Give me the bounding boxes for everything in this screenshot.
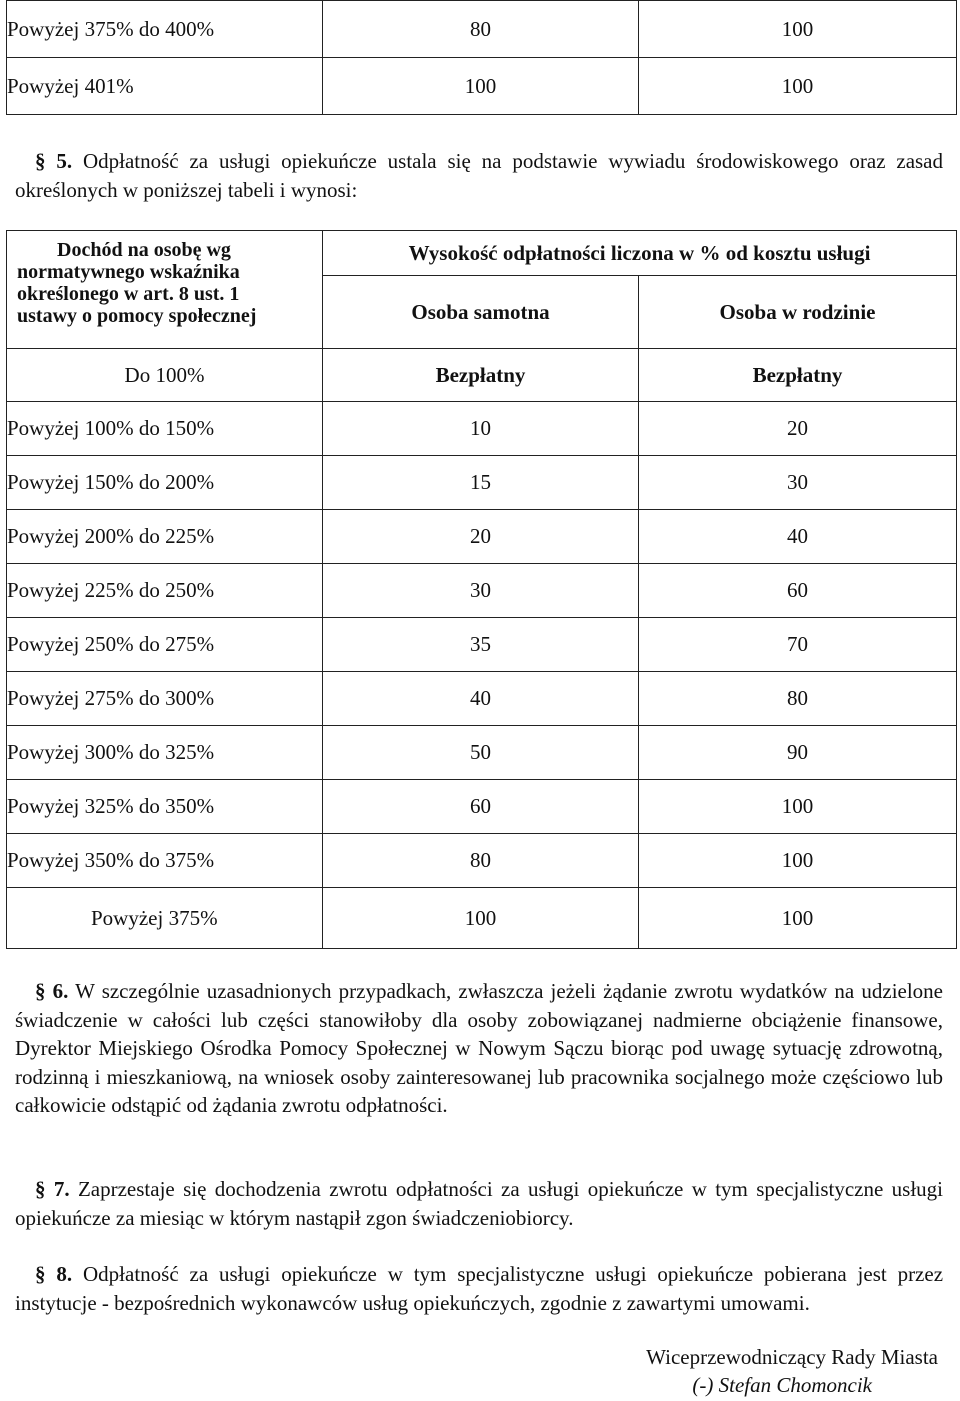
income-range-cell: Powyżej 375% do 400% [7,1,323,58]
signature-name: (-) Stefan Chomoncik [692,1373,872,1397]
table-row [7,1,957,58]
section-marker: § 5. [35,149,73,173]
section-7 [15,1175,943,1232]
income-table-continuation [6,0,957,115]
section-5 [15,147,943,204]
section-8 [15,1260,943,1317]
single-person-value: 80 [323,1,639,58]
single-person-value: 80 [323,834,639,888]
income-range-cell: Powyżej 401% [7,58,323,115]
table-row [7,564,957,618]
section-text: W szczególnie uzasadnionych przypadkach, zwłaszcza jeżeli żądanie zwrotu wydatków na udzielone świadczenie w całości lub części stanowiłoby dla osoby zobowiązanej nadmierne obciążenie finansowe, Dyrektor Miejskiego Ośrodka Pomocy Społecznej w Nowym Sączu biorąc pod uwagę sytuację zdrowotną, rodzinną i mieszkaniową, na wniosek osoby zainteresowanej lub pracownika socjalnego może częściowo lub całkowicie odstąpić od żądania zwrotu odpłatności. [15,979,943,1118]
single-person-value: 10 [323,402,639,456]
family-person-value: Bezpłatny [639,349,957,402]
fee-table [6,230,957,949]
family-person-value: 100 [639,780,957,834]
table-row [7,834,957,888]
income-header-line: normatywnego wskaźnika [17,261,240,283]
section-marker: § 6. [35,979,69,1003]
single-person-value: 100 [323,58,639,115]
income-range-cell: Powyżej 275% do 300% [7,672,323,726]
cost-header-cell: Wysokość odpłatności liczona w % od kosztu usługi [323,231,957,276]
table-row [7,780,957,834]
income-header-line: Dochód na osobę wg [57,239,231,261]
family-person-value: 80 [639,672,957,726]
family-person-value: 90 [639,726,957,780]
family-person-value: 60 [639,564,957,618]
single-person-value: Bezpłatny [323,349,639,402]
family-person-value: 100 [639,58,957,115]
income-range-cell: Powyżej 300% do 325% [7,726,323,780]
signature-title: Wiceprzewodniczący Rady Miasta [646,1345,938,1369]
section-text: Odpłatność za usługi opiekuńcze w tym specjalistyczne usługi opiekuńcze pobierana jest przez instytucje - bezpośrednich wykonawców usług opiekuńczych, zgodnie z zawartymi umowami. [15,1262,944,1315]
income-range-cell: Do 100% [7,349,323,402]
table-row [7,58,957,115]
single-person-value: 20 [323,510,639,564]
single-person-value: 50 [323,726,639,780]
single-person-value: 30 [323,564,639,618]
income-header-cell [7,231,323,349]
income-range-cell: Powyżej 225% do 250% [7,564,323,618]
table-row [7,456,957,510]
section-marker: § 7. [35,1177,70,1201]
family-person-value: 30 [639,456,957,510]
family-person-value: 100 [639,1,957,58]
income-range-cell: Powyżej 100% do 150% [7,402,323,456]
section-marker: § 8. [35,1262,73,1286]
single-person-value: 60 [323,780,639,834]
section-text: Zaprzestaje się dochodzenia zwrotu odpłatności za usługi opiekuńcze w tym specjalistyczne usługi opiekuńcze za miesiąc w którym nastąpił zgon świadczeniobiorcy. [15,1177,944,1230]
income-range-cell: Powyżej 200% do 225% [7,510,323,564]
income-header-line: ustawy o pomocy społecznej [17,305,257,327]
family-person-value: 70 [639,618,957,672]
section-6 [15,977,943,1120]
single-person-value: 15 [323,456,639,510]
single-person-header: Osoba samotna [323,276,639,349]
table-row [7,726,957,780]
table-row [7,402,957,456]
income-range-cell: Powyżej 325% do 350% [7,780,323,834]
table-row [7,672,957,726]
table-row [7,510,957,564]
family-person-value: 20 [639,402,957,456]
income-range-cell: Powyżej 375% [7,888,323,949]
family-person-value: 100 [639,888,957,949]
section-text: Odpłatność za usługi opiekuńcze ustala się na podstawie wywiadu środowiskowego oraz zasad określonych w poniższej tabeli i wynosi: [15,149,944,202]
table-row [7,349,957,402]
family-person-value: 100 [639,834,957,888]
income-range-cell: Powyżej 150% do 200% [7,456,323,510]
single-person-value: 40 [323,672,639,726]
single-person-value: 100 [323,888,639,949]
income-header-line: określonego w art. 8 ust. 1 [17,283,240,305]
single-person-value: 35 [323,618,639,672]
income-range-cell: Powyżej 250% do 275% [7,618,323,672]
table-header-row [7,231,957,276]
table-row [7,888,957,949]
income-range-cell: Powyżej 350% do 375% [7,834,323,888]
table-row [7,618,957,672]
family-person-value: 40 [639,510,957,564]
family-person-header: Osoba w rodzinie [639,276,957,349]
